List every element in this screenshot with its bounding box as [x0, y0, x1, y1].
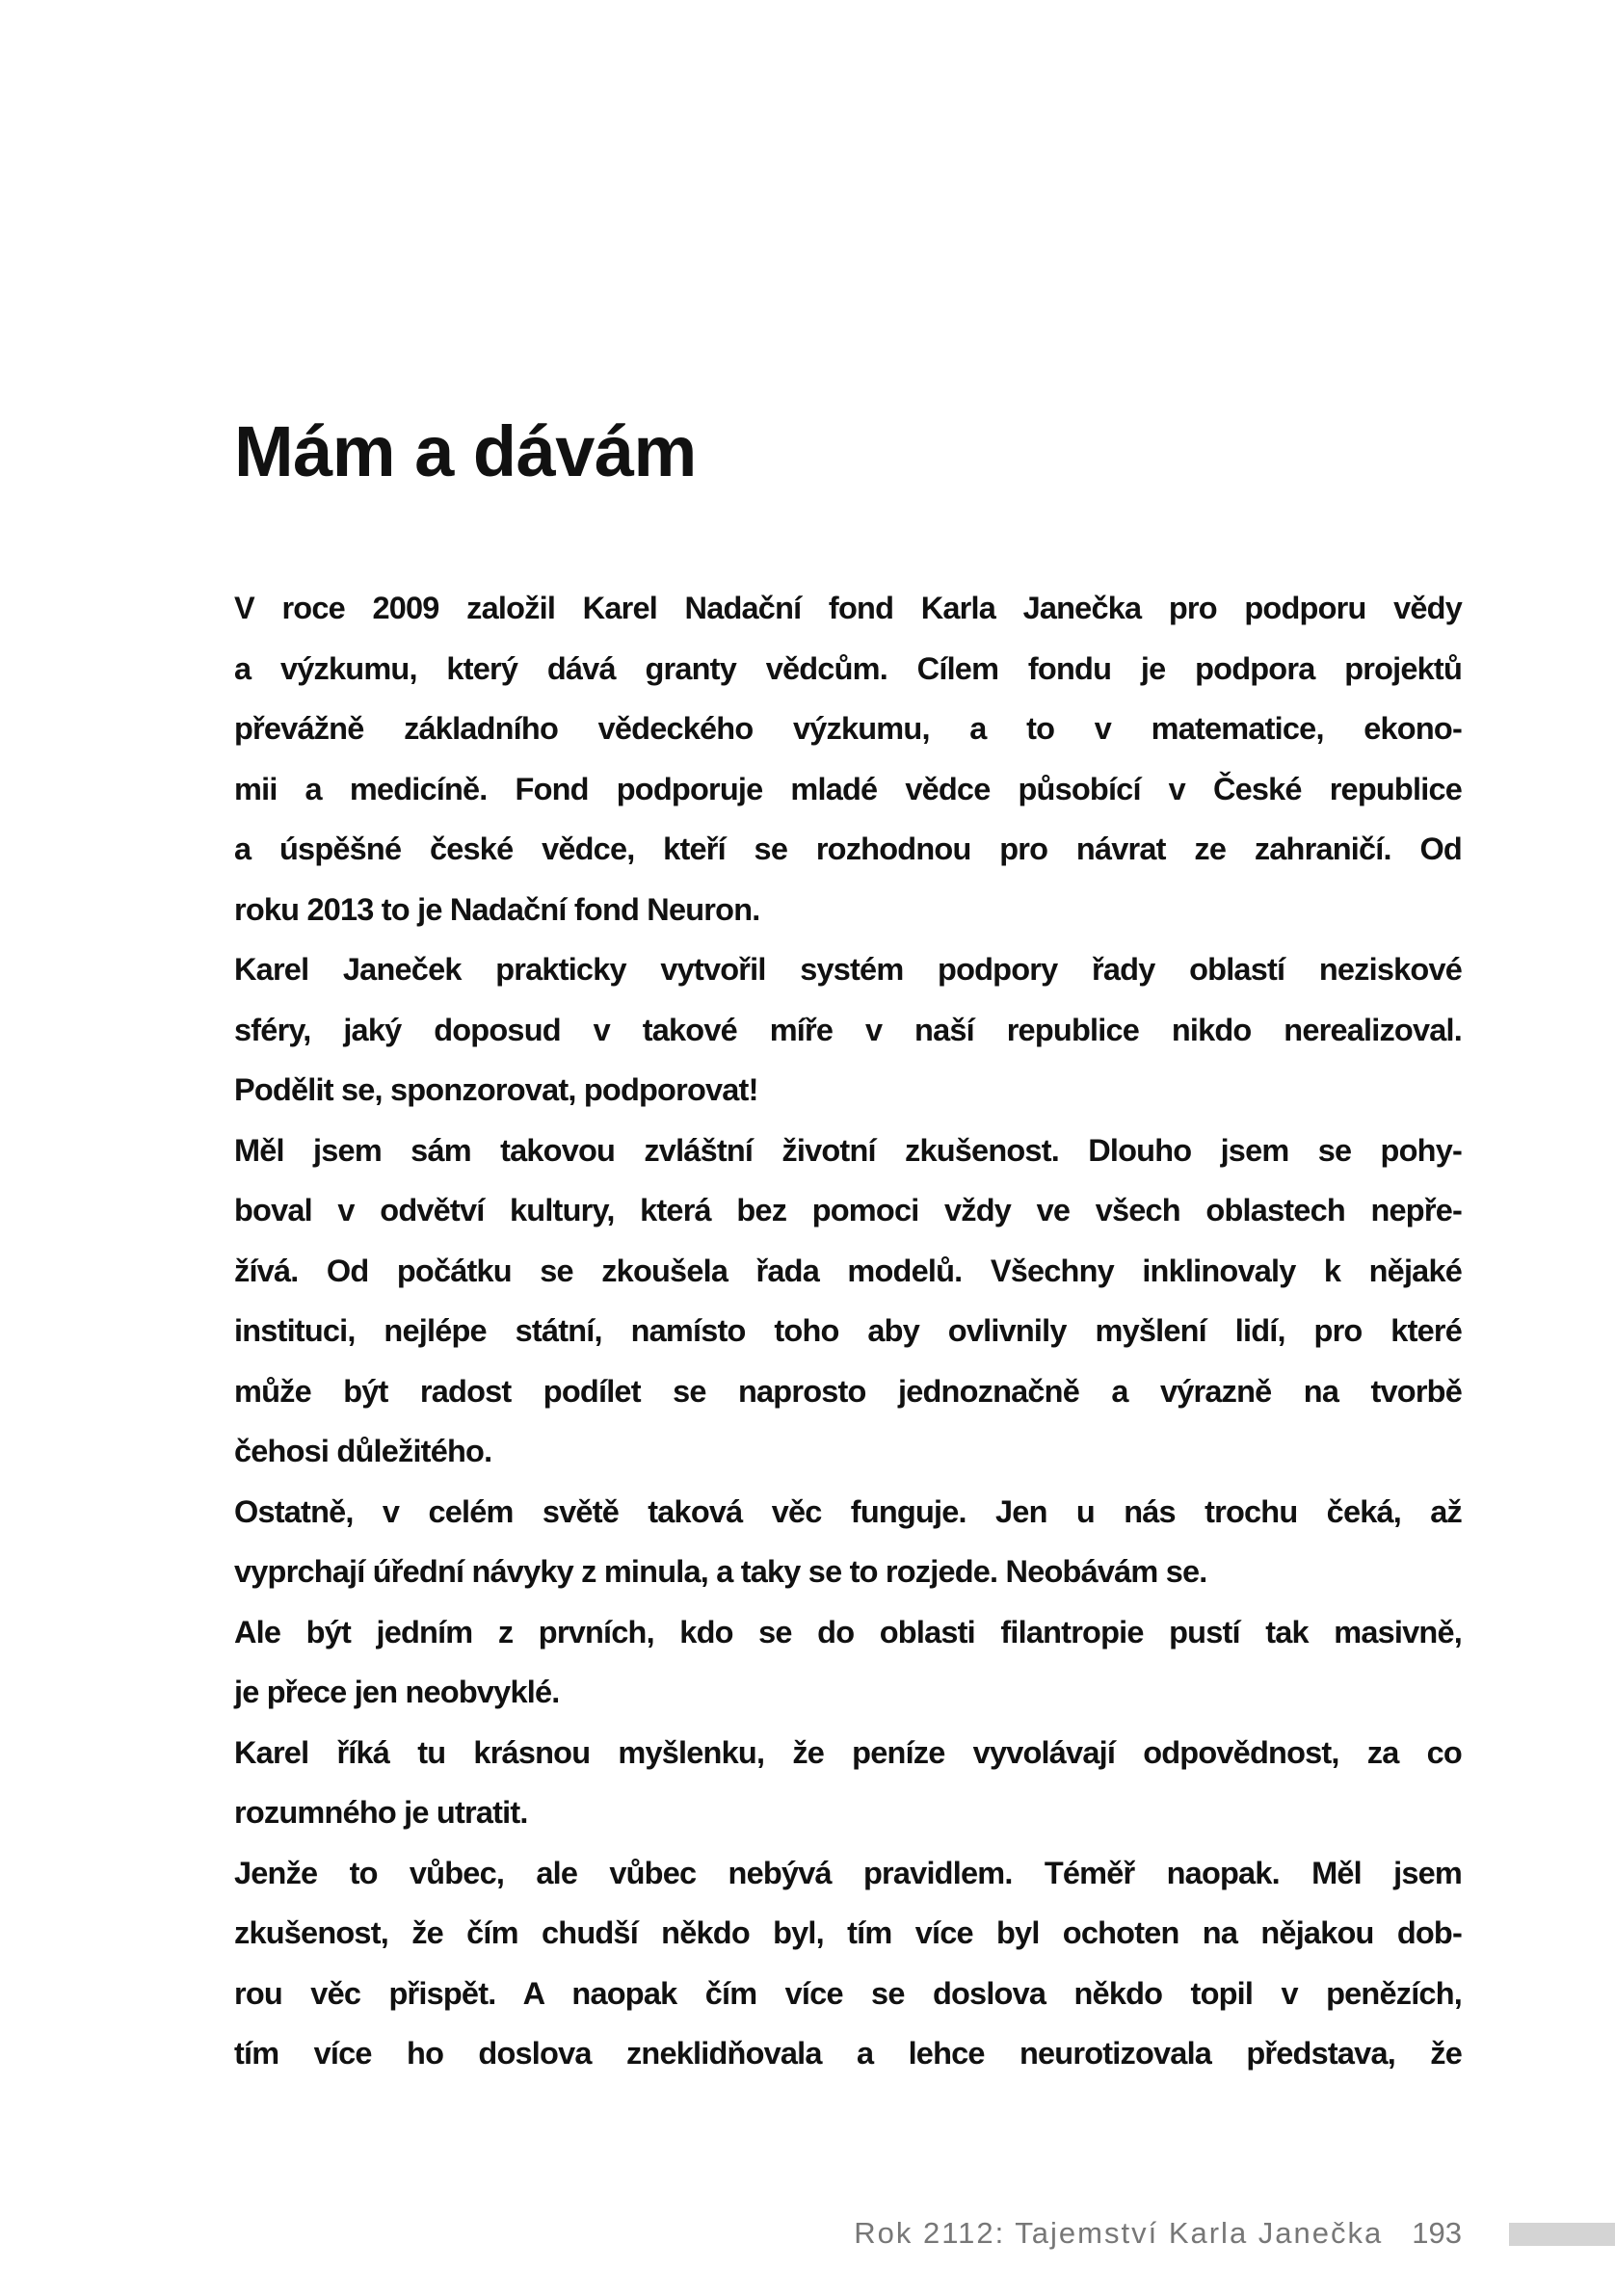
- text-line: instituci, nejlépe státní, namísto toho aby ovlivnily myšlení lidí, pro které: [234, 1313, 1462, 1348]
- text-line: Jenže to vůbec, ale vůbec nebývá pravidlem. Téměř naopak. Měl jsem: [234, 1855, 1462, 1890]
- text-line: je přece jen neobvyklé.: [234, 1675, 560, 1709]
- text-line: tím více ho doslova zneklidňovala a lehce neurotizovala představa, že: [234, 2036, 1462, 2071]
- text-line: boval v odvětví kultury, která bez pomoci vždy ve všech oblastech nepře-: [234, 1193, 1462, 1227]
- text-line: Ostatně, v celém světě taková věc funguje. Jen u nás trochu čeká, až: [234, 1493, 1462, 1529]
- paragraph: [234, 1482, 1462, 1602]
- page-footer: [854, 2216, 1462, 2251]
- text-line: a výzkumu, který dává granty vědcům. Cílem fondu je podpora projektů: [234, 650, 1462, 686]
- text-line: žívá. Od počátku se zkoušela řada modelů. Všechny inklinovaly k nějaké: [234, 1253, 1462, 1288]
- text-line: Karel Janeček prakticky vytvořil systém podpory řady oblastí neziskové: [234, 952, 1462, 987]
- text-line: a úspěšné české vědce, kteří se rozhodnou pro návrat ze zahraničí. Od: [234, 831, 1462, 866]
- text-line: rou věc přispět. A naopak čím více se doslova někdo topil v penězích,: [234, 1975, 1462, 2011]
- paragraph: [234, 939, 1462, 1121]
- text-line: rozumného je utratit.: [234, 1795, 528, 1830]
- text-line: vyprchají úřední návyky z minula, a taky se to rozjede. Neobávám se.: [234, 1554, 1207, 1589]
- chapter-title: Mám a dávám: [234, 411, 697, 491]
- paragraph: [234, 1602, 1462, 1723]
- paragraph: [234, 1843, 1462, 2084]
- text-line: mii a medicíně. Fond podporuje mladé vědce působící v České republice: [234, 771, 1462, 806]
- text-line: Podělit se, sponzorovat, podporovat!: [234, 1072, 758, 1107]
- paragraph: [234, 1121, 1462, 1482]
- text-line: čehosi důležitého.: [234, 1434, 492, 1468]
- text-line: roku 2013 to je Nadační fond Neuron.: [234, 891, 760, 927]
- footer-bar: [1509, 2223, 1615, 2246]
- text-line: zkušenost, že čím chudší někdo byl, tím více byl ochoten na nějakou dob-: [234, 1915, 1462, 1950]
- page-number: 193: [1412, 2216, 1462, 2250]
- text-line: Měl jsem sám takovou zvláštní životní zkušenost. Dlouho jsem se pohy-: [234, 1132, 1462, 1168]
- running-title: Rok 2112: Tajemství Karla Janečka: [854, 2216, 1384, 2250]
- body-text: [234, 578, 1462, 2084]
- text-line: může být radost podílet se naprosto jednoznačně a výrazně na tvorbě: [234, 1373, 1462, 1409]
- text-line: převážně základního vědeckého výzkumu, a to v matematice, ekono-: [234, 711, 1462, 746]
- paragraph: [234, 578, 1462, 939]
- paragraph: [234, 1723, 1462, 1843]
- text-line: V roce 2009 založil Karel Nadační fond Karla Janečka pro podporu vědy: [234, 591, 1462, 625]
- text-line: Karel říká tu krásnou myšlenku, že peníze vyvolávají odpovědnost, za co: [234, 1734, 1462, 1770]
- text-line: Ale být jedním z prvních, kdo se do oblasti filantropie pustí tak masivně,: [234, 1614, 1462, 1649]
- text-line: sféry, jaký doposud v takové míře v naší republice nikdo nerealizoval.: [234, 1012, 1462, 1047]
